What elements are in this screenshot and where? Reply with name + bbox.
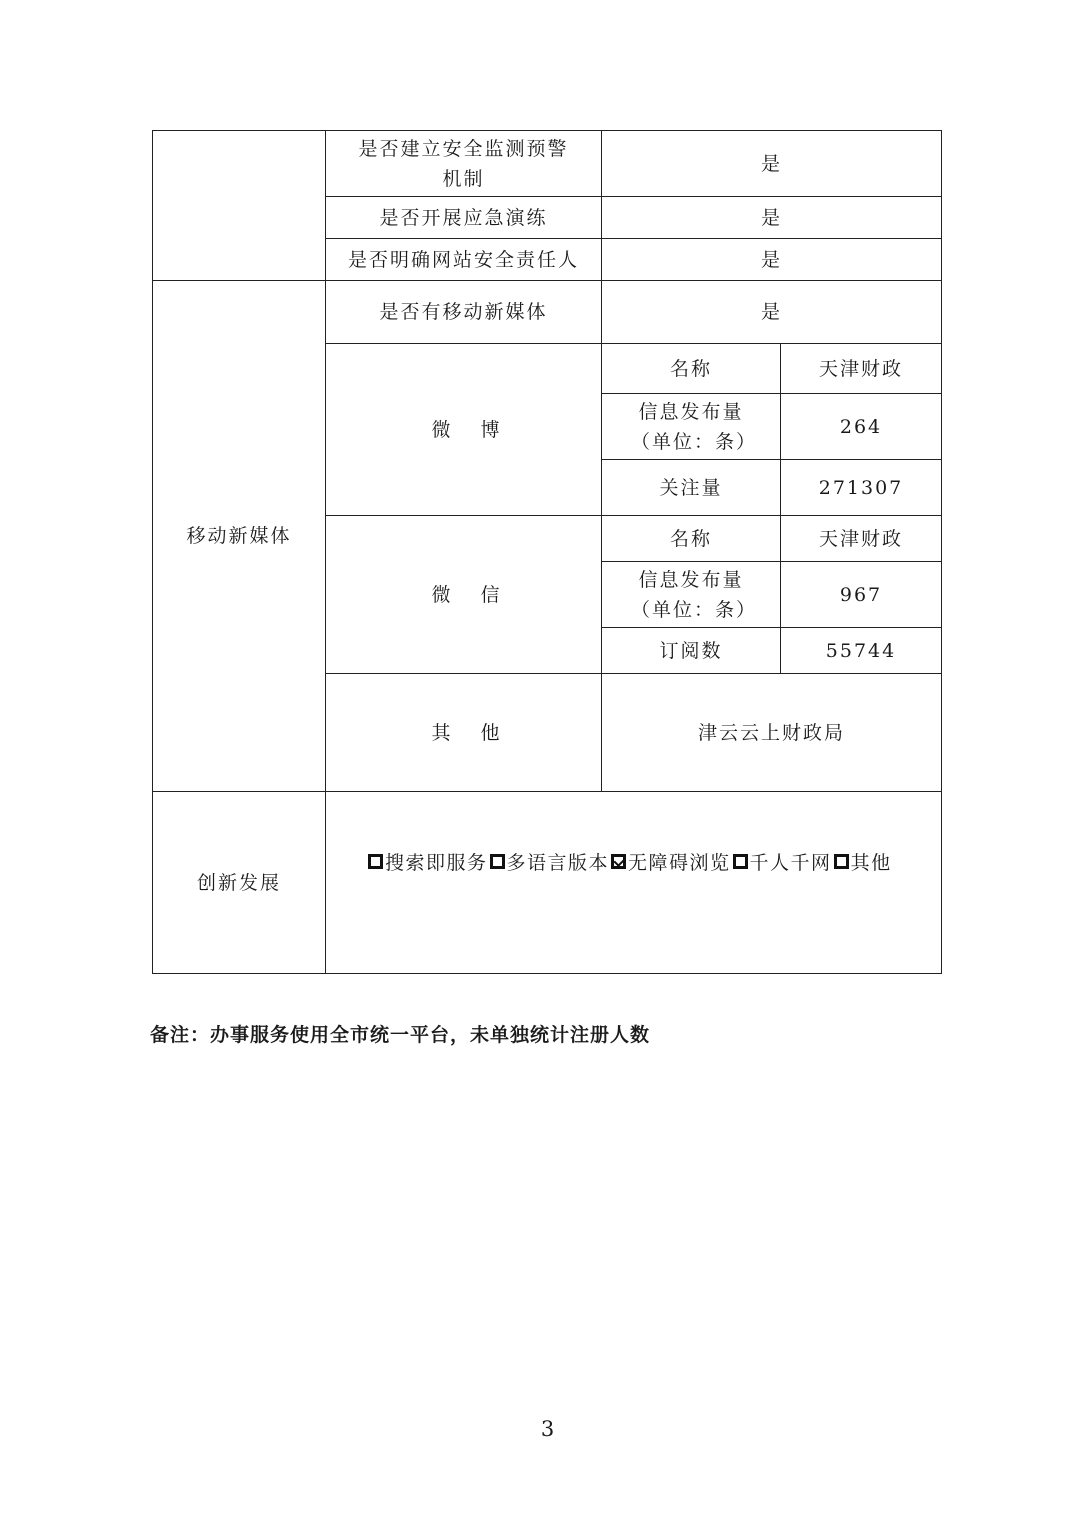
innovation-options-cell: [325, 791, 942, 974]
weibo-followers-value-cell: [780, 459, 942, 516]
security-question-cell: [325, 196, 602, 239]
page-number: 3: [540, 1417, 555, 1441]
weibo-name-value-cell: [780, 343, 942, 394]
wechat-name-label: 名称: [669, 527, 712, 550]
option-accessibility-label: 无障碍浏览: [628, 852, 731, 874]
has-mobile-media-answer-cell: [601, 280, 942, 344]
weibo-followers-value: 271307: [818, 476, 904, 499]
wechat-posts-label-cell: [601, 561, 781, 628]
security-question-drill: 是否开展应急演练: [379, 206, 548, 229]
security-answer-cell: [601, 130, 942, 197]
security-question-monitoring: 是否建立安全监测预警机制: [358, 137, 569, 190]
weibo-followers-label-cell: [601, 459, 781, 516]
innovation-label: 创新发展: [196, 871, 281, 894]
option-multilingual-label: 多语言版本: [506, 852, 610, 874]
footnote: 备注：办事服务使用全市统一平台，未单独统计注册人数: [150, 1024, 651, 1046]
security-answer-monitoring: 是: [760, 152, 782, 175]
has-mobile-media-question: 是否有移动新媒体: [379, 301, 548, 323]
mobile-media-category-cell: [152, 280, 326, 792]
checkbox-multilingual[interactable]: [490, 854, 505, 869]
wechat-posts-value: 967: [839, 583, 883, 606]
wechat-subscribers-value: 55744: [825, 639, 897, 662]
checkbox-personalized[interactable]: [733, 854, 748, 869]
checkbox-other[interactable]: [834, 854, 849, 869]
option-other-label: 其他: [850, 852, 892, 874]
option-personalized-label: 千人千网: [749, 852, 832, 874]
security-answer-responsible: 是: [760, 248, 782, 271]
security-answer-cell: [601, 238, 942, 281]
security-category-cell: [152, 130, 326, 281]
other-value-cell: [601, 673, 942, 792]
security-question-cell: [325, 130, 602, 197]
wechat-name-value-cell: [780, 515, 942, 562]
weibo-posts-value: 264: [839, 415, 883, 438]
has-mobile-media-question-cell: [325, 280, 602, 344]
wechat-label-cell: [325, 515, 602, 674]
weibo-followers-label: 关注量: [659, 476, 723, 499]
wechat-subscribers-label-cell: [601, 627, 781, 674]
weibo-posts-value-cell: [780, 393, 942, 460]
innovation-options: [368, 848, 894, 875]
wechat-name-label-cell: [601, 515, 781, 562]
other-label: 其他: [431, 721, 530, 744]
security-question-responsible: 是否明确网站安全责任人: [347, 248, 579, 271]
security-question-cell: [325, 238, 602, 281]
weibo-posts-label: 信息发布量（单位：条）: [631, 400, 758, 453]
mobile-media-label: 移动新媒体: [186, 525, 292, 547]
wechat-posts-value-cell: [780, 561, 942, 628]
security-answer-drill: 是: [760, 206, 782, 229]
weibo-posts-label-cell: [601, 393, 781, 460]
other-value: 津云云上财政局: [697, 721, 845, 744]
checkbox-accessibility[interactable]: [611, 854, 626, 869]
wechat-subscribers-value-cell: [780, 627, 942, 674]
security-answer-cell: [601, 196, 942, 239]
other-label-cell: [325, 673, 602, 792]
wechat-posts-label: 信息发布量（单位：条）: [631, 568, 758, 621]
weibo-name-label-cell: [601, 343, 781, 394]
weibo-label-cell: [325, 343, 602, 516]
weibo-name-value: 天津财政: [818, 357, 903, 380]
wechat-subscribers-label: 订阅数: [659, 639, 723, 662]
innovation-category-cell: [152, 791, 326, 974]
weibo-name-label: 名称: [669, 357, 712, 380]
checkbox-search-service[interactable]: [368, 854, 383, 869]
weibo-label: 微博: [431, 418, 530, 441]
wechat-label: 微信: [431, 583, 530, 606]
wechat-name-value: 天津财政: [818, 527, 903, 550]
has-mobile-media-answer: 是: [760, 301, 782, 323]
option-search-service-label: 搜索即服务: [385, 852, 488, 874]
